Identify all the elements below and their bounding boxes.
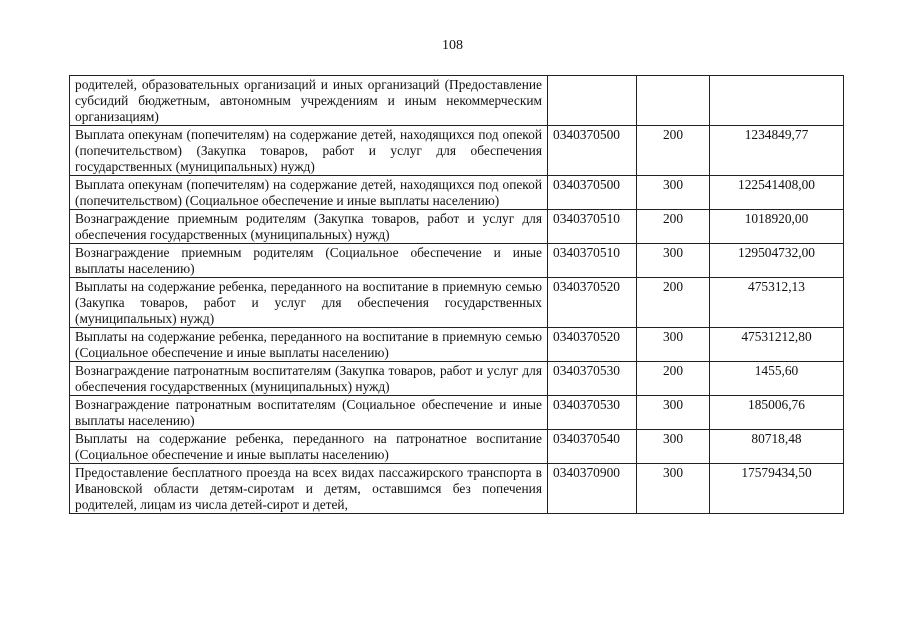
row-amount: 1234849,77 bbox=[710, 126, 844, 176]
row-target-code: 0340370510 bbox=[548, 210, 637, 244]
row-expense-type: 200 bbox=[637, 362, 710, 396]
table-row bbox=[70, 464, 844, 514]
row-description: Выплаты на содержание ребенка, переданного на патронатное воспитание (Социальное обеспечение и иные выплаты населению) bbox=[70, 430, 548, 464]
row-description: Выплаты на содержание ребенка, переданного на воспитание в приемную семью (Социальное обеспечение и иные выплаты населению) bbox=[70, 328, 548, 362]
row-expense-type: 200 bbox=[637, 278, 710, 328]
row-amount: 17579434,50 bbox=[710, 464, 844, 514]
row-amount bbox=[710, 76, 844, 126]
row-expense-type bbox=[637, 76, 710, 126]
row-target-code: 0340370500 bbox=[548, 176, 637, 210]
row-target-code: 0340370530 bbox=[548, 396, 637, 430]
page-number: 108 bbox=[442, 38, 463, 53]
row-expense-type: 300 bbox=[637, 464, 710, 514]
table-row bbox=[70, 328, 844, 362]
budget-table bbox=[69, 75, 844, 514]
table-row bbox=[70, 126, 844, 176]
row-target-code: 0340370530 bbox=[548, 362, 637, 396]
row-description: Выплата опекунам (попечителям) на содержание детей, находящихся под опекой (попечительством) (Закупка товаров, работ и услуг для обеспечения государственных (муниципальных) нужд) bbox=[70, 126, 548, 176]
row-expense-type: 200 bbox=[637, 126, 710, 176]
table-row bbox=[70, 278, 844, 328]
row-description: родителей, образовательных организаций и иных организаций (Предоставление субсидий бюджетным, автономным учреждениям и иным некоммерческим организациям) bbox=[70, 76, 548, 126]
table-row bbox=[70, 76, 844, 126]
row-description: Вознаграждение патронатным воспитателям (Закупка товаров, работ и услуг для обеспечения государственных (муниципальных) нужд) bbox=[70, 362, 548, 396]
row-amount: 1455,60 bbox=[710, 362, 844, 396]
row-description: Выплата опекунам (попечителям) на содержание детей, находящихся под опекой (попечительством) (Социальное обеспечение и иные выплаты населению) bbox=[70, 176, 548, 210]
table-row bbox=[70, 362, 844, 396]
row-amount: 129504732,00 bbox=[710, 244, 844, 278]
table-row bbox=[70, 176, 844, 210]
row-target-code: 0340370500 bbox=[548, 126, 637, 176]
row-amount: 185006,76 bbox=[710, 396, 844, 430]
row-description: Вознаграждение патронатным воспитателям (Социальное обеспечение и иные выплаты населению) bbox=[70, 396, 548, 430]
table-row bbox=[70, 430, 844, 464]
table-row bbox=[70, 244, 844, 278]
row-target-code: 0340370900 bbox=[548, 464, 637, 514]
table-row bbox=[70, 396, 844, 430]
row-expense-type: 300 bbox=[637, 176, 710, 210]
row-expense-type: 200 bbox=[637, 210, 710, 244]
row-expense-type: 300 bbox=[637, 430, 710, 464]
row-amount: 1018920,00 bbox=[710, 210, 844, 244]
row-description: Вознаграждение приемным родителям (Социальное обеспечение и иные выплаты населению) bbox=[70, 244, 548, 278]
row-amount: 475312,13 bbox=[710, 278, 844, 328]
row-amount: 80718,48 bbox=[710, 430, 844, 464]
row-amount: 47531212,80 bbox=[710, 328, 844, 362]
row-description: Выплаты на содержание ребенка, переданного на воспитание в приемную семью (Закупка товаров, работ и услуг для обеспечения государственных (муниципальных) нужд) bbox=[70, 278, 548, 328]
table-row bbox=[70, 210, 844, 244]
row-target-code: 0340370510 bbox=[548, 244, 637, 278]
row-target-code: 0340370520 bbox=[548, 328, 637, 362]
row-expense-type: 300 bbox=[637, 396, 710, 430]
row-description: Вознаграждение приемным родителям (Закупка товаров, работ и услуг для обеспечения государственных (муниципальных) нужд) bbox=[70, 210, 548, 244]
row-target-code: 0340370540 bbox=[548, 430, 637, 464]
row-expense-type: 300 bbox=[637, 244, 710, 278]
row-expense-type: 300 bbox=[637, 328, 710, 362]
row-amount: 122541408,00 bbox=[710, 176, 844, 210]
row-target-code: 0340370520 bbox=[548, 278, 637, 328]
row-target-code bbox=[548, 76, 637, 126]
row-description: Предоставление бесплатного проезда на всех видах пассажирского транспорта в Ивановской области детям-сиротам и детям, оставшимся без попечения родителей, лицам из числа детей-сирот и детей, bbox=[70, 464, 548, 514]
